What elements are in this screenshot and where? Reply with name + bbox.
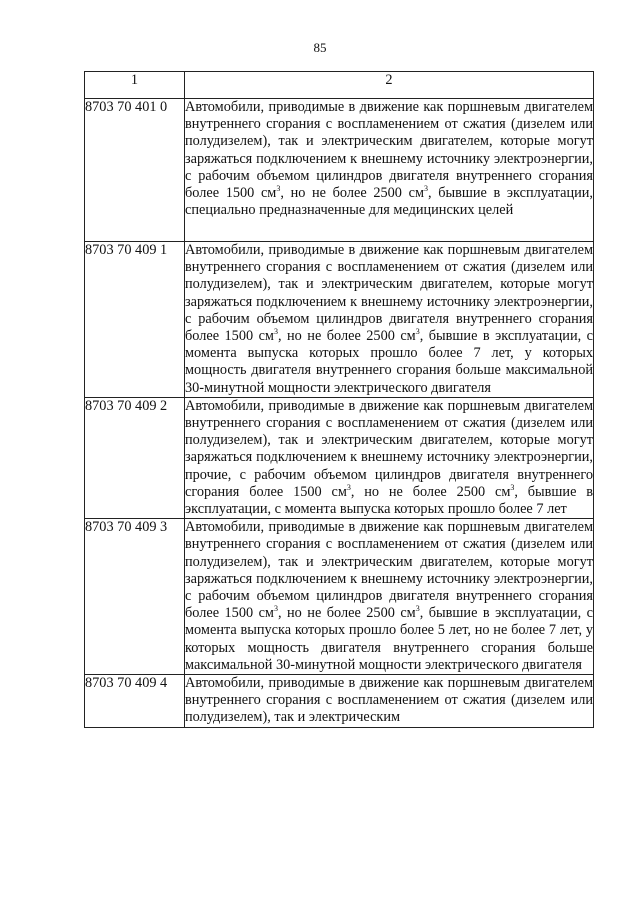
column-header-1: 1 (85, 72, 185, 99)
tariff-description (185, 675, 594, 728)
tariff-table (84, 71, 594, 728)
description-text: Автомобили, приводимые в движение как поршневым двигателем внутреннего сгорания с воспламенением от сжатия (дизелем или полудизелем), так и электрическим двигателем, которые могут заряжаться подключением к внешнему источнику электроэнергии, с рабочим объемом цилиндров двигателя внутреннего сгорания более 1500 см (185, 242, 593, 345)
tariff-description (185, 397, 594, 518)
tariff-code: 8703 70 409 3 (85, 519, 185, 675)
superscript: 3 (276, 184, 281, 194)
table-row (85, 242, 594, 398)
table-header-row (85, 72, 594, 99)
description-text: Автомобили, приводимые в движение как поршневым двигателем внутреннего сгорания с воспламенением от сжатия (дизелем или полудизелем), так и электрическим (185, 675, 593, 726)
superscript: 3 (415, 327, 420, 337)
tariff-code: 8703 70 409 2 (85, 397, 185, 518)
superscript: 3 (273, 604, 278, 614)
tariff-description (185, 99, 594, 242)
description-text: Автомобили, приводимые в движение как поршневым двигателем внутреннего сгорания с воспламенением от сжатия (дизелем или полудизелем), так и электрическим двигателем, которые могут заряжаться подключением к внешнему источнику электроэнергии, с рабочим объемом цилиндров двигателя внутреннего сгорания более 1500 см (185, 519, 593, 622)
superscript: 3 (273, 327, 278, 337)
tariff-code: 8703 70 409 4 (85, 675, 185, 728)
tariff-description (185, 519, 594, 675)
tariff-description (185, 242, 594, 398)
description-text: , бывшие в эксплуатации, с момента выпуска которых прошло более 7 лет, у которых мощность двигателя внутреннего сгорания больше максимальной 30-минутной мощности электрического двигателя (185, 328, 593, 396)
column-header-2: 2 (185, 72, 594, 99)
description-text: , но не более 2500 см (277, 605, 416, 622)
description-text: , но не более 2500 см (280, 185, 424, 202)
description-text: Автомобили, приводимые в движение как поршневым двигателем внутреннего сгорания с воспламенением от сжатия (дизелем или полудизелем), так и электрическим двигателем, которые могут заряжаться подключением к внешнему источнику электроэнергии, с рабочим объемом цилиндров двигателя внутреннего сгорания более 1500 см (185, 99, 593, 202)
table-row (85, 397, 594, 518)
table-row (85, 99, 594, 242)
superscript: 3 (415, 604, 420, 614)
table-row (85, 519, 594, 675)
description-text: Автомобили, приводимые в движение как поршневым двигателем внутреннего сгорания с воспламенением от сжатия (дизелем или полудизелем), так и электрическим двигателем, которые могут заряжаться подключением к внешнему источнику электроэнергии, прочие, с рабочим объемом цилиндров двигателя внутреннего сгорания более 1500 см (185, 397, 593, 500)
table-row (85, 675, 594, 728)
page-number: 85 (313, 40, 327, 55)
tariff-code: 8703 70 409 1 (85, 242, 185, 398)
description-text: , бывшие в эксплуатации, специально предназначенные для медицинских целей (185, 185, 593, 219)
description-text: , но не более 2500 см (350, 483, 511, 500)
superscript: 3 (424, 184, 428, 194)
description-text: , но не более 2500 см (277, 328, 416, 345)
superscript: 3 (346, 482, 351, 492)
tariff-code: 8703 70 401 0 (85, 99, 185, 242)
superscript: 3 (510, 482, 515, 492)
description-text: , бывшие в эксплуатации, с момента выпуска которых прошло более 5 лет, но не более 7 лет, у которых мощность двигателя внутреннего сгорания больше максимальной 30-минутной мощности электрического двигателя (185, 605, 593, 673)
description-text: , бывшие в эксплуатации, с момента выпуска которых прошло более 7 лет (185, 483, 593, 518)
